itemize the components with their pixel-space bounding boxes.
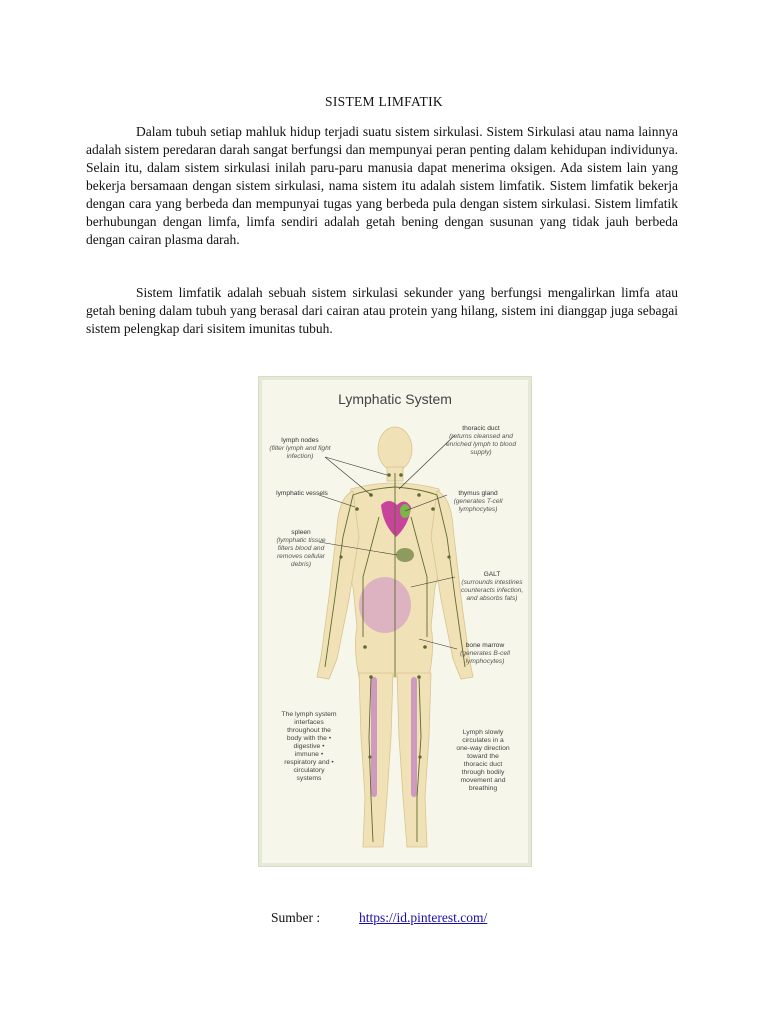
figure-title: Lymphatic System (338, 391, 452, 407)
intestine-icon (359, 577, 411, 633)
label-galt: GALT (surrounds intestines counteracts infection, and absorbs fats) (460, 571, 524, 602)
label-circulation-note: Lymph slowly circulates in a one-way direction toward the thoracic duct through bodily movement and breathing (456, 729, 510, 792)
label-lymphatic-vessels: lymphatic vessels (276, 490, 328, 497)
label-spleen: spleen (lymphatic tissue filters blood and removes cellular debris) (276, 529, 326, 568)
femur-right-icon (411, 677, 417, 797)
paragraph-1: Dalam tubuh setiap mahluk hidup terjadi suatu sistem sirkulasi. Sistem Sirkulasi atau nama lainnya adalah sistem peredaran darah sangat berfungsi dan mempunyai peran penting dalam kehidupan individunya. Selain itu, dalam sistem sirkulasi inilah paru-paru manusia dapat menerima oksigen. Ada sistem lain yang bekerja bersamaan dengan sistem sirkulasi, nama sistem itu adalah sistem limfatik. Sistem limfatik bekerja dengan cara yang berbeda dan mempunyai tugas yang berbeda pula dengan sistem sirkulasi. Sistem limfatik berhubungan dengan limfa, limfa sendiri adalah getah bening dengan susunan yang tidak jauh berbeda dengan cairan plasma darah. (86, 124, 678, 247)
spleen-icon (396, 548, 414, 562)
label-bone-marrow: bone marrow (generates B-cell lymphocytes) (460, 642, 510, 665)
femur-left-icon (371, 677, 377, 797)
label-lymph-nodes: lymph nodes (filter lymph and fight infection) (269, 437, 331, 460)
label-thymus-gland: thymus gland (generates T-cell lymphocytes) (453, 490, 503, 513)
label-interfaces-note: The lymph system interfaces throughout the body with the • digestive • immune • respiratory and • circulatory systems (281, 711, 337, 782)
lymphatic-system-figure (258, 376, 532, 867)
label-thoracic-duct: thoracic duct (returns cleansed and enriched lymph to blood supply) (445, 425, 516, 456)
document-title: SISTEM LIMFATIK (325, 94, 443, 109)
paragraph-2: Sistem limfatik adalah sebuah sistem sirkulasi sekunder yang berfungsi mengalirkan limfa atau getah bening dalam tubuh yang berasal dari cairan atau protein yang hilang, sistem ini dianggap juga sebagai sistem pelengkap dari sisitem imunitas tubuh. (86, 285, 678, 336)
source-link[interactable]: https://id.pinterest.com/ (359, 910, 488, 925)
source-label: Sumber : (271, 910, 321, 925)
